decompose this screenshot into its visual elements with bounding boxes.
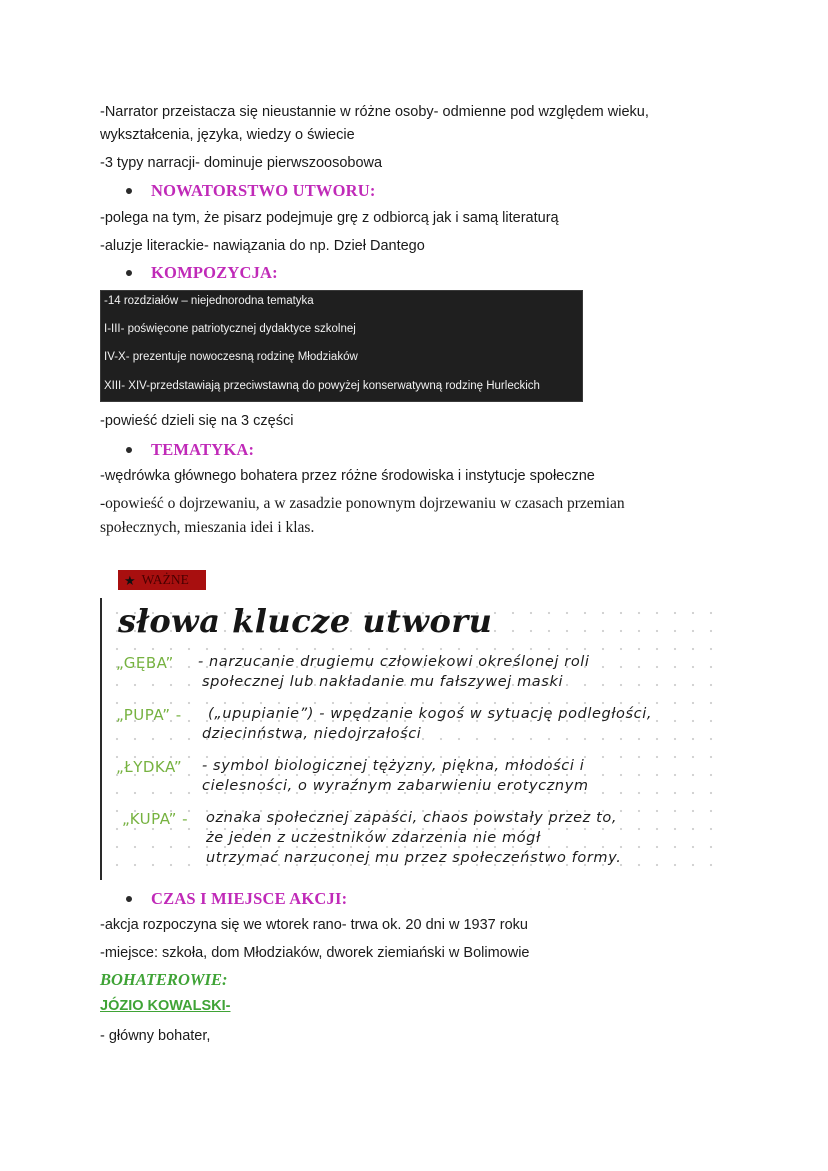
bullet-icon	[126, 188, 132, 194]
important-marker	[118, 570, 206, 590]
tematyka-heading-row	[126, 439, 254, 461]
note-def-pupa-1: („upupianie”) - wpędzanie kogoś w sytuację podległości,	[208, 706, 653, 722]
nowatorstwo-heading-row	[126, 180, 376, 202]
note-key-lydka: „ŁYDKA”	[116, 758, 183, 776]
note-def-kupa-3: utrzymać narzuconej mu przez społeczeństwo formy.	[206, 850, 622, 866]
nowatorstwo-heading: NOWATORSTWO UTWORU:	[151, 181, 376, 200]
bohater-line-1: - główny bohater,	[100, 1028, 211, 1044]
note-key-pupa: „PUPA” -	[116, 706, 182, 724]
bullet-icon	[126, 270, 132, 276]
kompozycja-after: -powieść dzieli się na 3 części	[100, 413, 294, 429]
kompozycja-heading: KOMPOZYCJA:	[151, 263, 278, 282]
czas-line-1: -akcja rozpoczyna się we wtorek rano- trwa ok. 20 dni w 1937 roku	[100, 917, 528, 933]
note-def-pupa-2: dziecinństwa, niedojrzałości	[202, 726, 422, 742]
box-row-4: XIII- XIV-przedstawiają przeciwstawną do powyżej konserwatywną rodzinę Hurleckich	[104, 380, 540, 392]
intro-line-2: wykształcenia, języka, wiedzy o świecie	[100, 127, 355, 143]
nowatorstwo-item-2: -aluzje literackie- nawiązania do np. Dzieł Dantego	[100, 238, 425, 254]
nowatorstwo-item-1: -polega na tym, że pisarz podejmuje grę z odbiorcą jak i samą literaturą	[100, 210, 559, 226]
note-def-lydka-2: cielesności, o wyraźnym zabarwieniu erotycznym	[202, 778, 589, 794]
kompozycja-heading-row	[126, 262, 278, 284]
czas-heading: CZAS I MIEJSCE AKCJI:	[151, 889, 348, 908]
note-def-geba-1: - narzucanie drugiemu człowiekowi określonej roli	[198, 654, 590, 670]
important-label: WAŻNE	[141, 572, 189, 587]
intro-line-3: -3 typy narracji- dominuje pierwszoosobowa	[100, 155, 383, 171]
czas-heading-row	[126, 888, 347, 910]
intro-line-1: -Narrator przeistacza się nieustannie w różne osoby- odmienne pod względem wieku,	[100, 104, 649, 120]
note-def-lydka-1: - symbol biologicznej tężyzny, piękna, młodości i	[202, 758, 585, 774]
bohater-name-link[interactable]: JÓZIO KOWALSKI-	[100, 998, 231, 1014]
note-key-kupa: „KUPA” -	[122, 810, 189, 828]
box-row-2: I-III- poświęcone patriotycznej dydaktyce szkolnej	[104, 323, 356, 335]
bullet-icon	[126, 447, 132, 453]
tematyka-heading: TEMATYKA:	[151, 440, 255, 459]
tematyka-line-2: -opowieść o dojrzewaniu, a w zasadzie ponownym dojrzewaniu w czasach przemian	[100, 495, 625, 512]
box-row-3: IV-X- prezentuje nowoczesną rodzinę Młodziaków	[104, 351, 358, 363]
kompozycja-screenshot-box	[100, 290, 583, 402]
czas-line-2: -miejsce: szkoła, dom Młodziaków, dworek ziemiański w Bolimowie	[100, 945, 530, 961]
note-def-geba-2: społecznej lub nakładanie mu fałszywej maski	[202, 674, 564, 690]
handwritten-notes-image	[100, 598, 718, 880]
note-key-geba: „GĘBA”	[116, 654, 174, 672]
tematyka-line-1: -wędrówka głównego bohatera przez różne środowiska i instytucje społeczne	[100, 468, 595, 484]
note-def-kupa-2: że jeden z uczestników zdarzenia nie mógł	[206, 830, 541, 846]
notes-title: słowa klucze utworu	[118, 602, 493, 640]
box-row-1: -14 rozdziałów – niejednorodna tematyka	[104, 295, 314, 307]
star-icon: ★	[124, 572, 136, 588]
bohaterowie-heading: BOHATEROWIE:	[100, 970, 228, 989]
note-def-kupa-1: oznaka społecznej zapaści, chaos powstały przez to,	[206, 810, 618, 826]
tematyka-line-3: społecznych, mieszania idei i klas.	[100, 519, 315, 536]
bullet-icon	[126, 896, 132, 902]
